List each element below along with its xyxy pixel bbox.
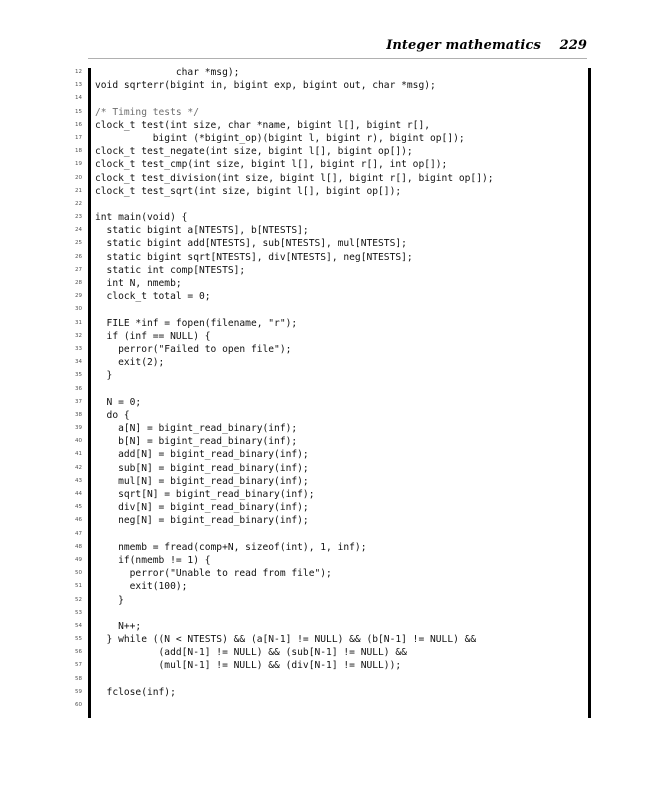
code-line: b[N] = bigint_read_binary(inf);	[95, 436, 298, 448]
line-number: 37	[75, 398, 82, 405]
line-number: 56	[75, 649, 82, 656]
line-number: 51	[75, 583, 82, 590]
code-line: clock_t test_cmp(int size, bigint l[], bigint r[], int op[]);	[95, 159, 448, 171]
line-number: 15	[75, 108, 82, 115]
code-line: do {	[95, 409, 130, 421]
code-line: }	[95, 370, 113, 382]
line-number: 16	[75, 121, 82, 128]
line-number: 28	[75, 280, 82, 286]
code-line: clock_t total = 0;	[95, 291, 211, 303]
code-line: exit(2);	[95, 357, 165, 369]
line-number: 13	[75, 82, 82, 89]
running-header	[386, 38, 587, 53]
code-line	[95, 673, 580, 686]
code-line: nmemb = fread(comp+N, sizeof(int), 1, inf);	[95, 541, 367, 553]
code-line	[95, 92, 580, 105]
code-line: fclose(inf);	[95, 686, 176, 698]
header-rule	[88, 58, 587, 59]
code-line: div[N] = bigint_read_binary(inf);	[95, 502, 309, 514]
line-number: 53	[75, 609, 82, 616]
code-line: sub[N] = bigint_read_binary(inf);	[95, 462, 309, 474]
line-number: 49	[75, 556, 82, 563]
line-number: 57	[75, 662, 82, 669]
code-line	[95, 383, 580, 396]
code-line: exit(100);	[95, 581, 188, 593]
line-number: 34	[75, 359, 82, 366]
line-number: 21	[75, 187, 82, 194]
line-number: 32	[75, 332, 82, 339]
code-line: static bigint a[NTESTS], b[NTESTS];	[95, 225, 309, 237]
line-number: 26	[75, 253, 82, 260]
code-line: N = 0;	[95, 396, 142, 408]
code-line: static int comp[NTESTS];	[95, 264, 246, 276]
code-line	[95, 528, 580, 541]
line-number: 38	[75, 411, 82, 418]
code-listing	[95, 66, 580, 712]
code-line: FILE *inf = fopen(filename, "r");	[95, 317, 298, 329]
line-number: 27	[75, 266, 82, 273]
line-number: 36	[75, 385, 82, 392]
code-line: N++;	[95, 620, 142, 632]
code-line: clock_t test_sqrt(int size, bigint l[], bigint op[]);	[95, 185, 402, 197]
code-line: mul[N] = bigint_read_binary(inf);	[95, 475, 309, 487]
line-number: 30	[75, 306, 82, 313]
code-line: if(nmemb != 1) {	[95, 554, 211, 566]
line-number: 39	[75, 425, 82, 432]
line-number: 52	[75, 596, 82, 603]
line-number: 23	[75, 214, 82, 221]
line-number: 31	[75, 319, 82, 326]
code-line	[95, 607, 580, 620]
line-number-gutter	[60, 66, 82, 712]
line-number: 59	[75, 688, 82, 695]
line-number: 47	[75, 530, 82, 537]
line-number: 60	[75, 702, 82, 708]
line-number: 41	[75, 451, 82, 458]
code-line: bigint (*bigint_op)(bigint l, bigint r), bigint op[]);	[95, 132, 465, 144]
chapter-title: Integer mathematics	[386, 38, 541, 53]
code-line: add[N] = bigint_read_binary(inf);	[95, 449, 309, 461]
code-line: int main(void) {	[95, 212, 188, 224]
line-number: 18	[75, 148, 82, 155]
line-number: 43	[75, 477, 82, 484]
line-number: 33	[75, 345, 82, 352]
line-number: 55	[75, 636, 82, 643]
code-line: } while ((N < NTESTS) && (a[N-1] != NULL) && (b[N-1] != NULL) &&	[95, 634, 477, 646]
code-line: int N, nmemb;	[95, 278, 182, 289]
line-number: 25	[75, 240, 82, 247]
line-number: 42	[75, 464, 82, 471]
code-line: clock_t test_negate(int size, bigint l[], bigint op[]);	[95, 146, 413, 158]
line-number: 58	[75, 675, 82, 682]
line-number: 35	[75, 372, 82, 379]
code-line: /* Timing tests */	[95, 106, 199, 118]
code-line	[95, 198, 580, 211]
code-line: (mul[N-1] != NULL) && (div[N-1] != NULL));	[95, 660, 402, 672]
code-line: sqrt[N] = bigint_read_binary(inf);	[95, 489, 315, 500]
code-line: perror("Unable to read from file");	[95, 568, 332, 580]
line-number: 12	[75, 69, 82, 75]
line-number: 44	[75, 491, 82, 497]
code-line	[95, 699, 580, 712]
line-number: 19	[75, 161, 82, 168]
code-line: (add[N-1] != NULL) && (sub[N-1] != NULL) &&	[95, 647, 407, 659]
code-line	[95, 303, 580, 316]
code-line: if (inf == NULL) {	[95, 330, 211, 342]
line-number: 45	[75, 504, 82, 511]
code-line: static bigint sqrt[NTESTS], div[NTESTS], neg[NTESTS];	[95, 251, 413, 263]
code-line: static bigint add[NTESTS], sub[NTESTS], mul[NTESTS];	[95, 238, 407, 250]
line-number: 48	[75, 543, 82, 550]
page-number: 229	[559, 38, 587, 53]
line-number: 50	[75, 570, 82, 577]
line-number: 54	[75, 622, 82, 629]
line-number: 14	[75, 95, 82, 102]
code-line: clock_t test_division(int size, bigint l[], bigint r[], bigint op[]);	[95, 172, 494, 184]
line-number: 29	[75, 293, 82, 300]
code-line: void sqrterr(bigint in, bigint exp, bigint out, char *msg);	[95, 80, 436, 92]
code-line: char *msg);	[95, 67, 240, 78]
line-number: 17	[75, 134, 82, 141]
code-line: clock_t test(int size, char *name, bigint l[], bigint r[],	[95, 119, 431, 131]
line-number: 40	[75, 438, 82, 445]
line-number: 46	[75, 517, 82, 524]
code-line: neg[N] = bigint_read_binary(inf);	[95, 515, 309, 527]
code-line: }	[95, 594, 124, 606]
line-number: 22	[75, 200, 82, 207]
code-line: perror("Failed to open file");	[95, 343, 292, 355]
line-number: 24	[75, 227, 82, 234]
line-number: 20	[75, 174, 82, 181]
code-line: a[N] = bigint_read_binary(inf);	[95, 423, 298, 435]
